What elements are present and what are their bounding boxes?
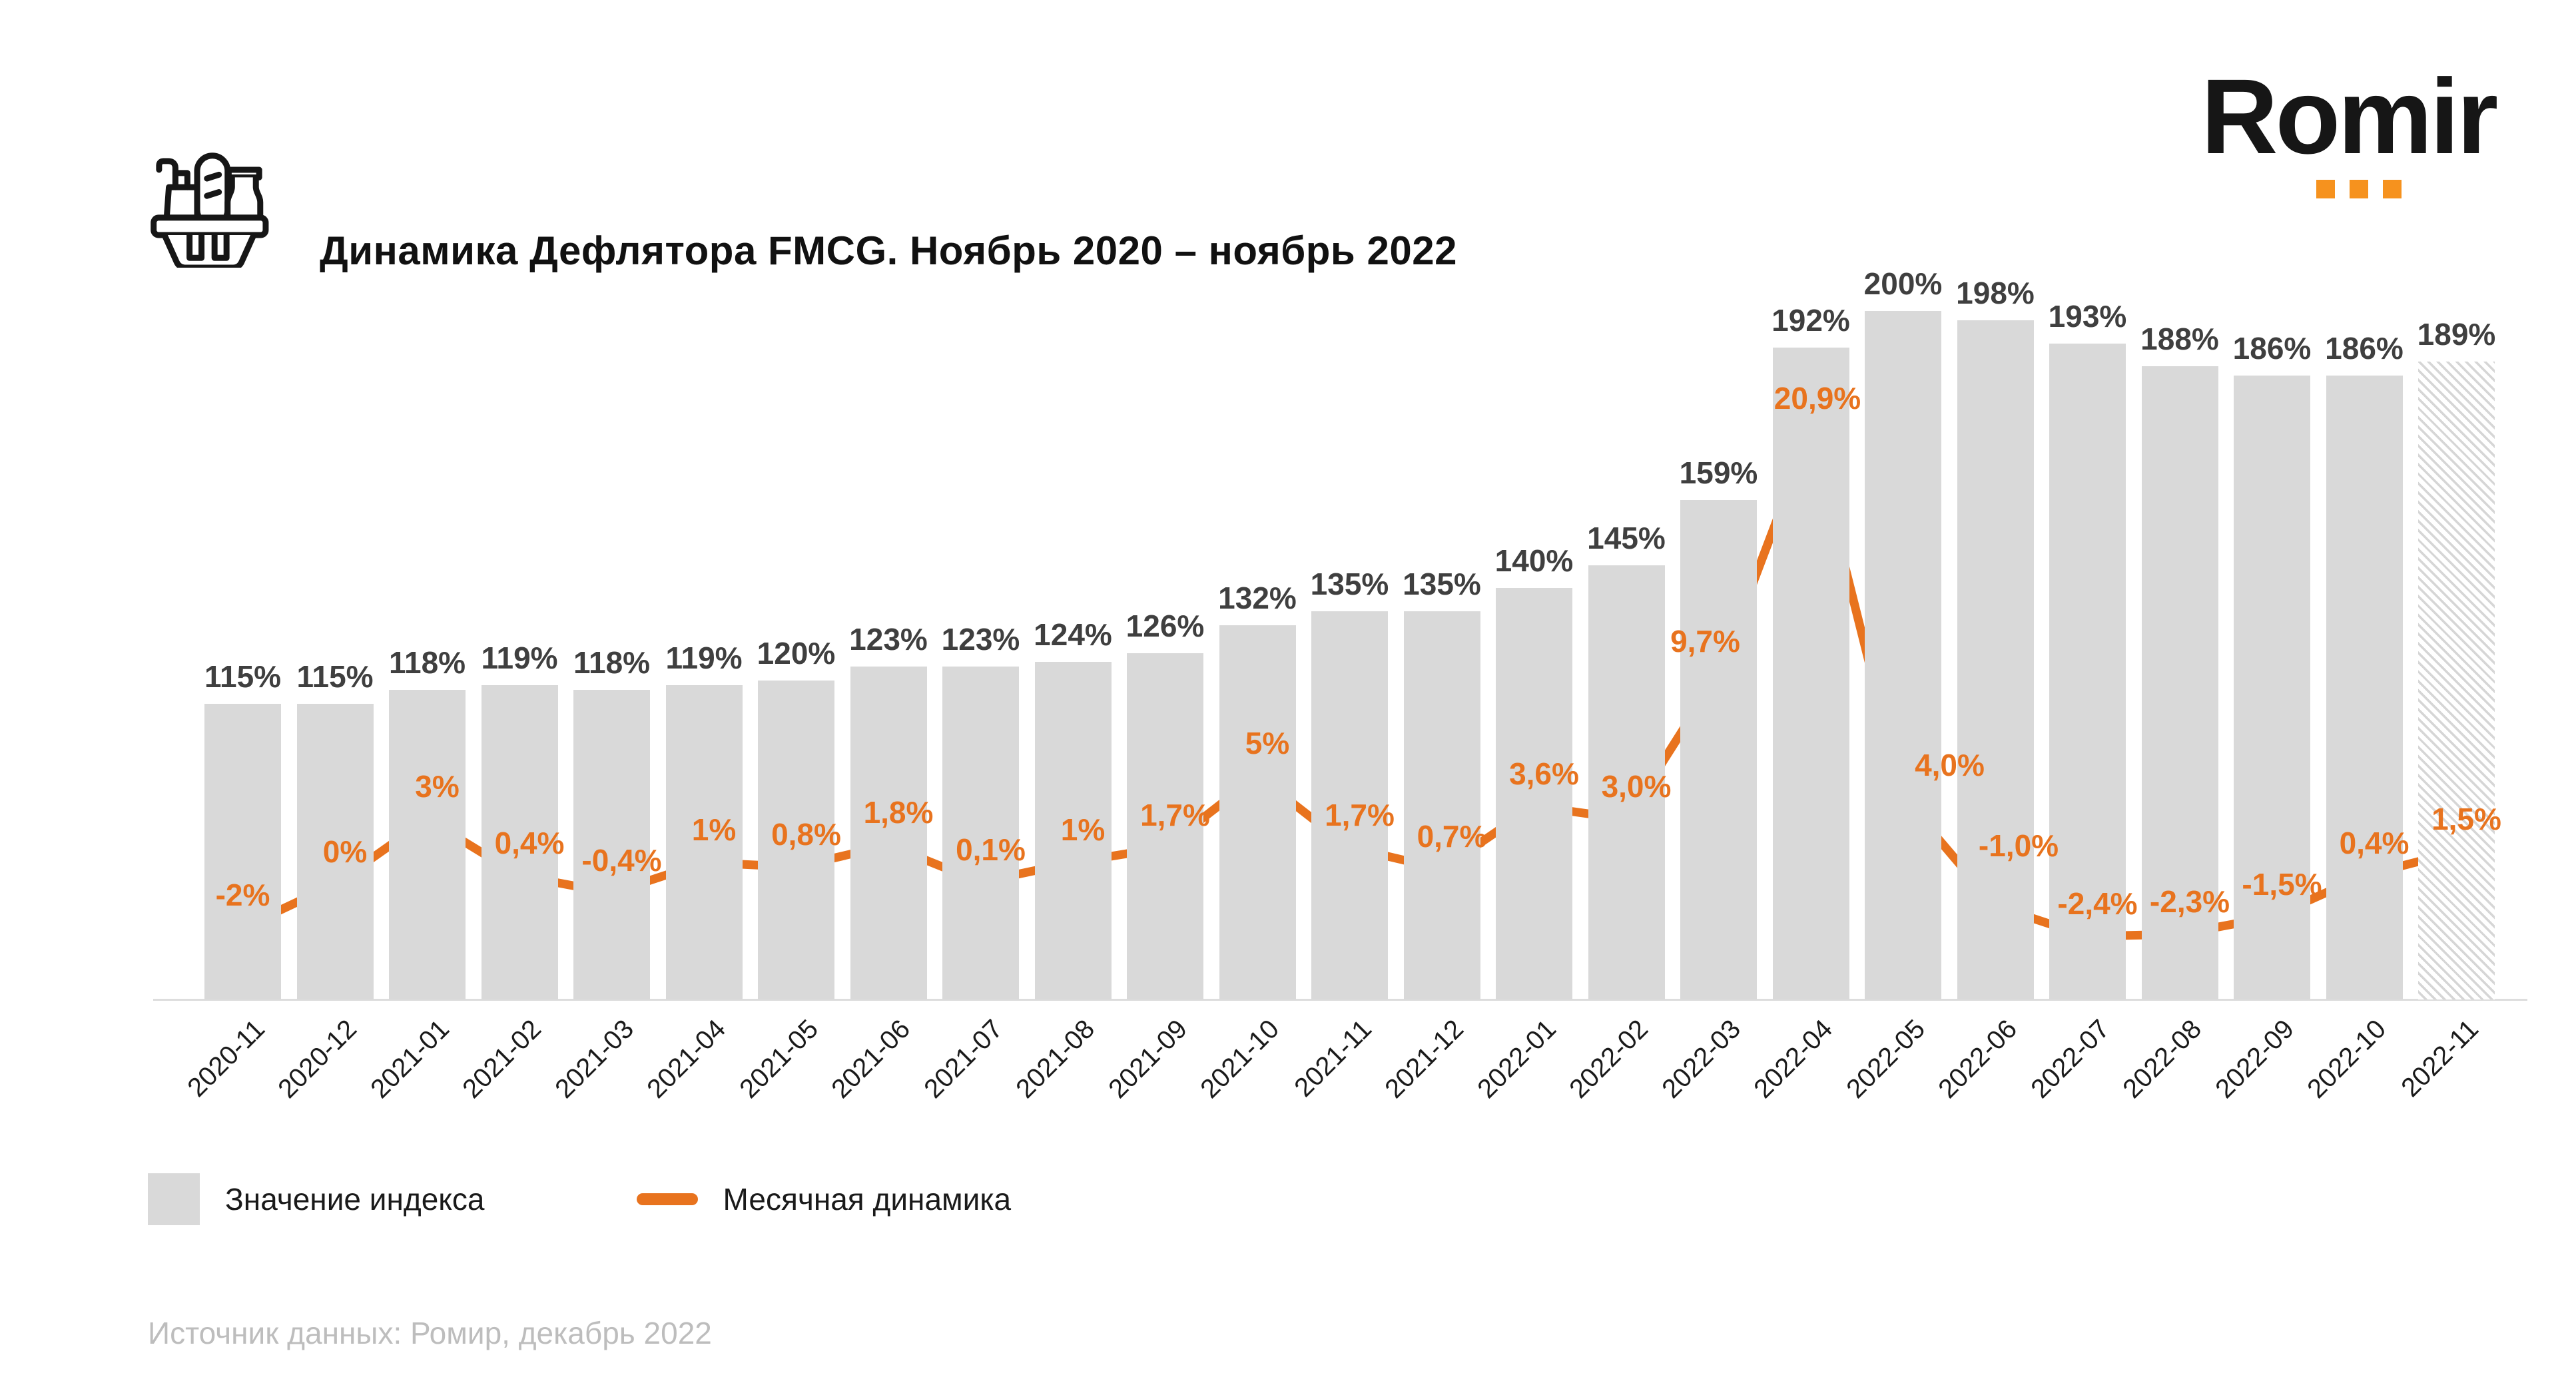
x-axis-label: 2021-01 xyxy=(364,1014,455,1104)
line-value-label: -2% xyxy=(215,878,270,913)
x-axis-label: 2022-11 xyxy=(2395,1014,2484,1103)
bar-value-label: 126% xyxy=(1126,608,1205,643)
line-value-label: 3,6% xyxy=(1509,756,1579,791)
index-bar-2021-06 xyxy=(850,667,927,999)
x-axis-label: 2022-05 xyxy=(1840,1014,1931,1104)
line-value-label: 1% xyxy=(1060,812,1106,848)
bar-value-label: 123% xyxy=(941,622,1020,657)
bar-value-label: 119% xyxy=(665,641,743,676)
index-bar-2022-01 xyxy=(1496,588,1572,999)
line-value-label: 5% xyxy=(1245,726,1290,760)
line-value-label: 20,9% xyxy=(1773,380,1861,416)
x-axis-label: 2022-02 xyxy=(1564,1014,1654,1104)
index-bar-2022-11 xyxy=(2418,362,2495,999)
bar-value-label: 115% xyxy=(204,659,282,694)
line-value-label: 0,4% xyxy=(494,825,565,860)
line-value-label: 1,7% xyxy=(1140,797,1210,832)
bar-value-label: 123% xyxy=(849,622,928,657)
legend-label-dynamics: Месячная динамика xyxy=(723,1182,1012,1217)
x-axis-label: 2021-10 xyxy=(1195,1014,1285,1104)
line-value-label: 1,5% xyxy=(2431,802,2501,837)
x-axis-label: 2022-10 xyxy=(2302,1014,2392,1104)
x-axis-label: 2021-04 xyxy=(641,1014,732,1104)
legend-line-swatch-icon xyxy=(637,1193,698,1205)
bar-value-label: 124% xyxy=(1034,617,1112,653)
line-value-label: 1% xyxy=(691,812,737,848)
bar-value-label: 132% xyxy=(1218,580,1297,615)
index-bar-2021-12 xyxy=(1404,611,1480,999)
x-axis-label: 2021-08 xyxy=(1010,1014,1101,1104)
x-axis-label: 2020-11 xyxy=(181,1014,270,1103)
bar-value-label: 135% xyxy=(1403,567,1481,602)
line-value-label: 0,4% xyxy=(2339,825,2410,860)
x-axis-label: 2020-12 xyxy=(272,1014,363,1104)
bar-value-label: 115% xyxy=(296,659,374,694)
line-value-label: 1,7% xyxy=(1325,797,1395,832)
line-value-label: 3% xyxy=(415,769,460,804)
legend-bar-swatch-icon xyxy=(148,1173,200,1225)
bar-value-label: 193% xyxy=(2048,298,2127,334)
data-source-note: Источник данных: Ромир, декабрь 2022 xyxy=(148,1316,712,1350)
chart-title: Динамика Дефлятора FMCG. Ноябрь 2020 – ноябрь 2022 xyxy=(320,228,1457,273)
bar-value-label: 135% xyxy=(1310,567,1389,602)
bar-value-label: 140% xyxy=(1494,543,1574,579)
x-axis-label: 2021-07 xyxy=(918,1014,1008,1104)
line-value-label: -1,0% xyxy=(1978,828,2059,863)
bar-value-label: 159% xyxy=(1679,455,1758,491)
line-value-label: 0,1% xyxy=(956,832,1026,867)
line-value-label: 1,8% xyxy=(863,795,934,830)
x-axis-label: 2022-09 xyxy=(2209,1014,2300,1104)
line-value-label: 0,8% xyxy=(771,816,841,852)
index-bar-2022-04 xyxy=(1773,348,1849,999)
x-axis-label: 2021-03 xyxy=(549,1014,639,1104)
line-value-label: 9,7% xyxy=(1670,623,1740,659)
bar-value-label: 200% xyxy=(1863,266,1943,301)
index-bar-2020-11 xyxy=(204,704,281,999)
line-value-label: 4,0% xyxy=(1915,747,1985,782)
bar-value-label: 118% xyxy=(388,645,466,681)
line-value-label: -0,4% xyxy=(581,843,662,878)
bar-value-label: 186% xyxy=(2232,331,2312,366)
index-bar-2021-10 xyxy=(1219,625,1296,999)
index-bar-2022-03 xyxy=(1680,500,1757,999)
line-value-label: 3,0% xyxy=(1601,769,1672,804)
legend-label-index: Значение индекса xyxy=(225,1182,485,1217)
romir-logo-text: Romir xyxy=(2201,57,2496,176)
bar-value-label: 186% xyxy=(2325,331,2404,366)
bar-value-label: 119% xyxy=(481,641,558,676)
x-axis-label: 2021-12 xyxy=(1379,1014,1470,1104)
bar-value-label: 145% xyxy=(1587,520,1666,555)
index-bar-2022-10 xyxy=(2326,376,2403,999)
x-axis-label: 2021-06 xyxy=(826,1014,916,1104)
x-axis-label: 2022-03 xyxy=(1656,1014,1746,1104)
x-axis-label: 2022-01 xyxy=(1471,1014,1562,1104)
x-axis-label: 2021-09 xyxy=(1102,1014,1193,1104)
line-value-label: -2,3% xyxy=(2149,884,2230,919)
bar-value-label: 118% xyxy=(573,645,651,681)
x-axis-label: 2022-08 xyxy=(2117,1014,2208,1104)
bar-value-label: 189% xyxy=(2417,317,2496,352)
bar-value-label: 198% xyxy=(1956,275,2035,310)
legend xyxy=(148,1173,1011,1225)
bar-value-label: 120% xyxy=(757,636,836,671)
bar-value-label: 188% xyxy=(2140,322,2219,357)
x-axis-label: 2022-07 xyxy=(2025,1014,2115,1104)
index-bar-2022-06 xyxy=(1957,320,2034,999)
bar-value-label: 192% xyxy=(1771,303,1850,338)
line-value-label: -2,4% xyxy=(2057,886,2138,922)
line-value-label: 0% xyxy=(322,834,368,869)
line-value-label: 0,7% xyxy=(1417,819,1487,854)
x-axis-label: 2021-02 xyxy=(457,1014,547,1104)
x-axis-label: 2022-06 xyxy=(1933,1014,2023,1104)
x-axis-label: 2021-11 xyxy=(1288,1014,1377,1103)
index-bar-2022-09 xyxy=(2234,376,2310,999)
line-value-label: -1,5% xyxy=(2242,866,2322,902)
x-axis-label: 2021-05 xyxy=(733,1014,824,1104)
x-axis-label: 2022-04 xyxy=(1748,1014,1839,1104)
index-bar-2021-01 xyxy=(389,690,466,999)
index-bar-2022-05 xyxy=(1865,311,1941,999)
